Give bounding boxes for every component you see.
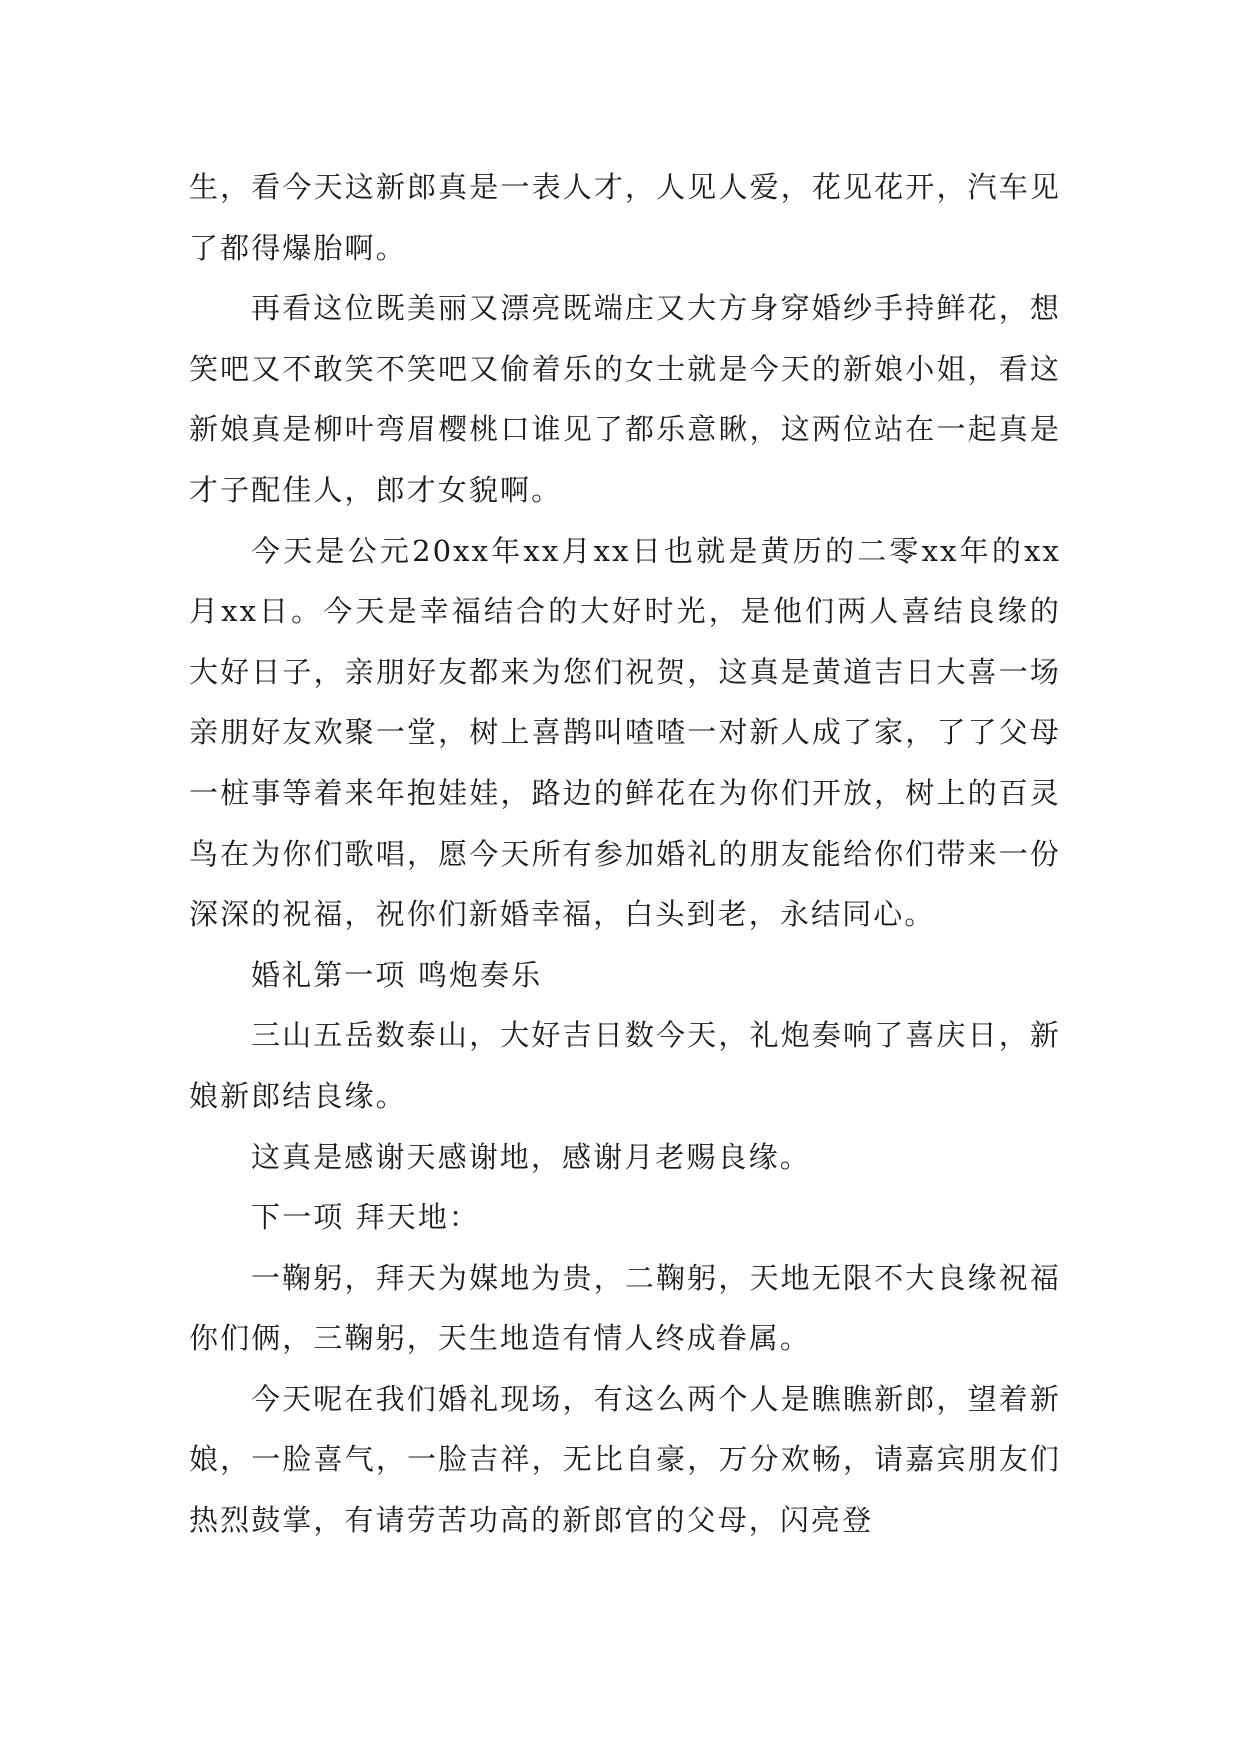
paragraph: 今天呢在我们婚礼现场，有这么两个人是瞧瞧新郎，望着新娘，一脸喜气，一脸吉祥，无比自豪，万分欢畅，请嘉宾朋友们热烈鼓掌，有请劳苦功高的新郎官的父母，闪亮登 xyxy=(189,1381,1061,1538)
paragraph: 一鞠躬，拜天为媒地为贵，二鞠躬，天地无限不大良缘祝福你们俩，三鞠躬，天生地造有情人终成眷属。 xyxy=(189,1260,1061,1356)
section-heading: 下一项 拜天地： xyxy=(251,1200,481,1235)
section-heading: 婚礼第一项 鸣炮奏乐 xyxy=(251,957,543,992)
paragraph: 今天是公元20xx年xx月xx日也就是黄历的二零xx年的xx月xx日。今天是幸福结合的大好时光，是他们两人喜结良缘的大好日子，亲朋好友都来为您们祝贺，这真是黄道吉日大喜一场亲朋好友欢聚一堂，树上喜鹊叫喳喳一对新人成了家，了了父母一桩事等着来年抱娃娃，路边的鲜花在为你们开放，树上的百灵鸟在为你们歌唱，愿今天所有参加婚礼的朋友能给你们带来一份深深的祝福，祝你们新婚幸福，白头到老，永结同心。 xyxy=(189,533,1061,932)
paragraph: 再看这位既美丽又漂亮既端庄又大方身穿婚纱手持鲜花，想笑吧又不敢笑不笑吧又偷着乐的女士就是今天的新娘小姐，看这新娘真是柳叶弯眉樱桃口谁见了都乐意瞅，这两位站在一起真是才子配佳人，郎才女貌啊。 xyxy=(189,291,1061,507)
paragraph: 这真是感谢天感谢地，感谢月老赐良缘。 xyxy=(251,1139,811,1174)
paragraph: 三山五岳数泰山，大好吉日数今天，礼炮奏响了喜庆日，新娘新郎结良缘。 xyxy=(189,1018,1061,1113)
paragraph: 生，看今天这新郎真是一表人才，人见人爱，花见花开，汽车见了都得爆胎啊。 xyxy=(189,170,1061,265)
document-body xyxy=(189,157,1061,1551)
